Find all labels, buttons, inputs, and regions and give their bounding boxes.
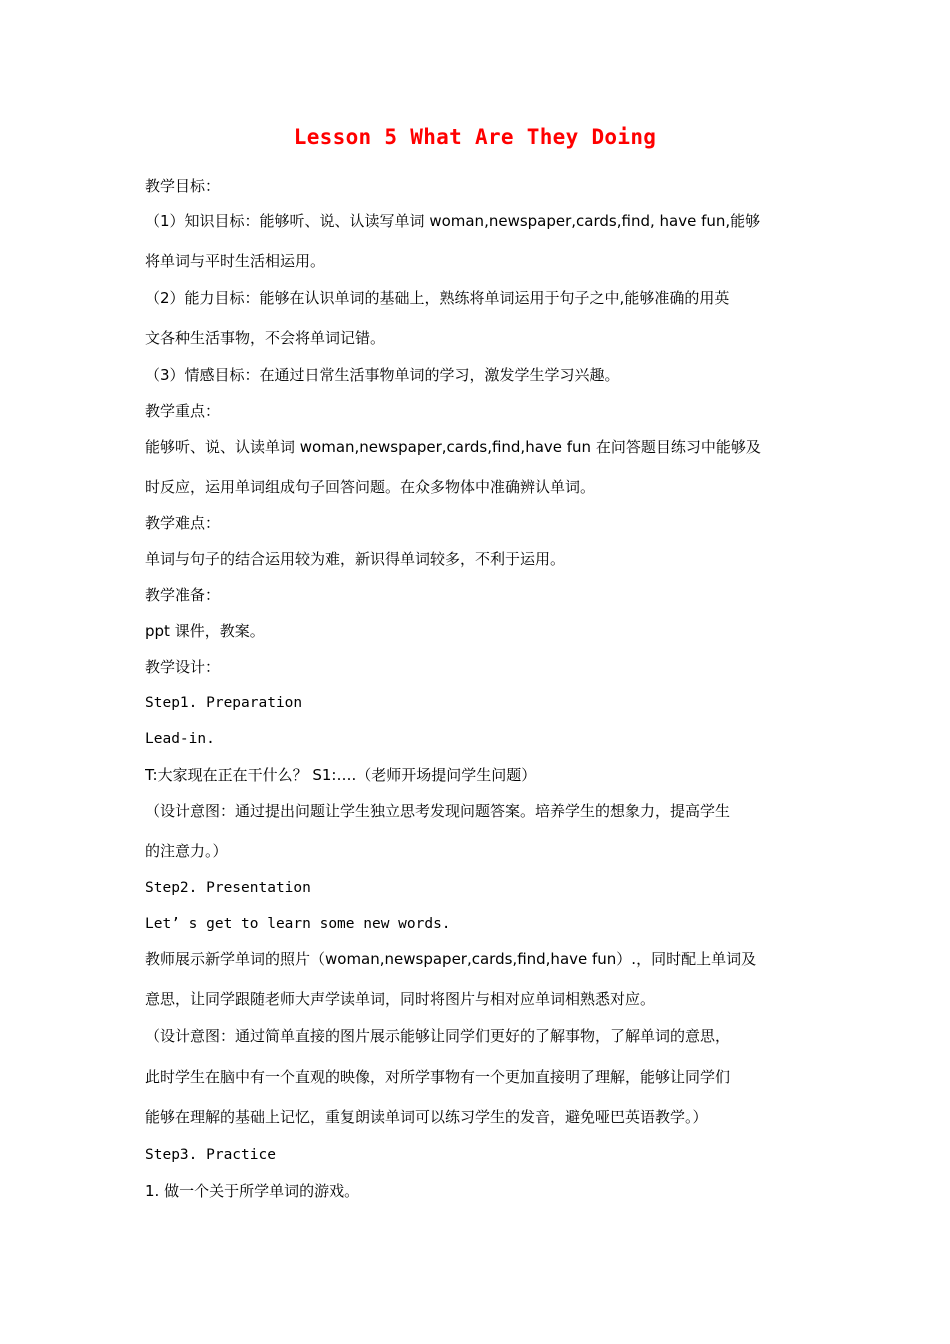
objective-knowledge-line-1: （1）知识目标：能够听、说、认读写单词 woman,newspaper,cards,find, have fun,能够 <box>145 212 761 230</box>
design-intent-2-line-3: 能够在理解的基础上记忆，重复朗读单词可以练习学生的发音，避免哑巴英语教学。） <box>145 1108 708 1126</box>
key-points-line-1: 能够听、说、认读单词 woman,newspaper,cards,find,have fun 在问答题目练习中能够及 <box>145 438 761 456</box>
presentation-line-1: 教师展示新学单词的照片（woman,newspaper,cards,find,have fun）.，同时配上单词及 <box>145 950 757 968</box>
practice-item-1: 1. 做一个关于所学单词的游戏。 <box>145 1182 360 1200</box>
preparation-line: ppt 课件，教案。 <box>145 622 265 640</box>
presentation-line-2: 意思，让同学跟随老师大声学读单词，同时将图片与相对应单词相熟悉对应。 <box>145 990 656 1008</box>
difficulties-line: 单词与句子的结合运用较为难，新识得单词较多，不利于运用。 <box>145 550 566 568</box>
design-intent-1-line-1: （设计意图：通过提出问题让学生独立思考发现问题答案。培养学生的想象力，提高学生 <box>145 802 731 820</box>
key-points-line-2: 时反应，运用单词组成句子回答问题。在众多物体中准确辨认单词。 <box>145 478 596 496</box>
design-intent-2-line-2: 此时学生在脑中有一个直观的映像，对所学事物有一个更加直接明了理解，能够让同学们 <box>145 1068 731 1086</box>
objective-ability-line-2: 文各种生活事物，不会将单词记错。 <box>145 329 386 347</box>
design-intent-1-line-2: 的注意力。） <box>145 842 228 860</box>
lead-in-line: Lead-in. <box>145 731 215 747</box>
lets-learn-line: Let’ s get to learn some new words. <box>145 916 451 932</box>
step3-heading: Step3. Practice <box>145 1147 276 1163</box>
step1-heading: Step1. Preparation <box>145 695 303 711</box>
heading-teaching-objectives: 教学目标： <box>145 177 221 195</box>
objective-ability-line-1: （2）能力目标：能够在认识单词的基础上，熟练将单词运用于句子之中,能够准确的用英 <box>145 289 730 307</box>
document-title: Lesson 5 What Are They Doing <box>293 125 657 149</box>
objective-emotion-line: （3）情感目标：在通过日常生活事物单词的学习，激发学生学习兴趣。 <box>145 366 620 384</box>
heading-key-points: 教学重点： <box>145 402 221 420</box>
step2-heading: Step2. Presentation <box>145 880 311 896</box>
objective-knowledge-line-2: 将单词与平时生活相运用。 <box>145 252 326 270</box>
design-intent-2-line-1: （设计意图：通过简单直接的图片展示能够让同学们更好的了解事物，了解单词的意思， <box>145 1027 731 1045</box>
teacher-question-line: T:大家现在正在干什么？ S1:….（老师开场提问学生问题） <box>145 766 537 784</box>
heading-preparation: 教学准备： <box>145 586 221 604</box>
heading-difficulties: 教学难点： <box>145 514 221 532</box>
heading-teaching-design: 教学设计： <box>145 658 221 676</box>
